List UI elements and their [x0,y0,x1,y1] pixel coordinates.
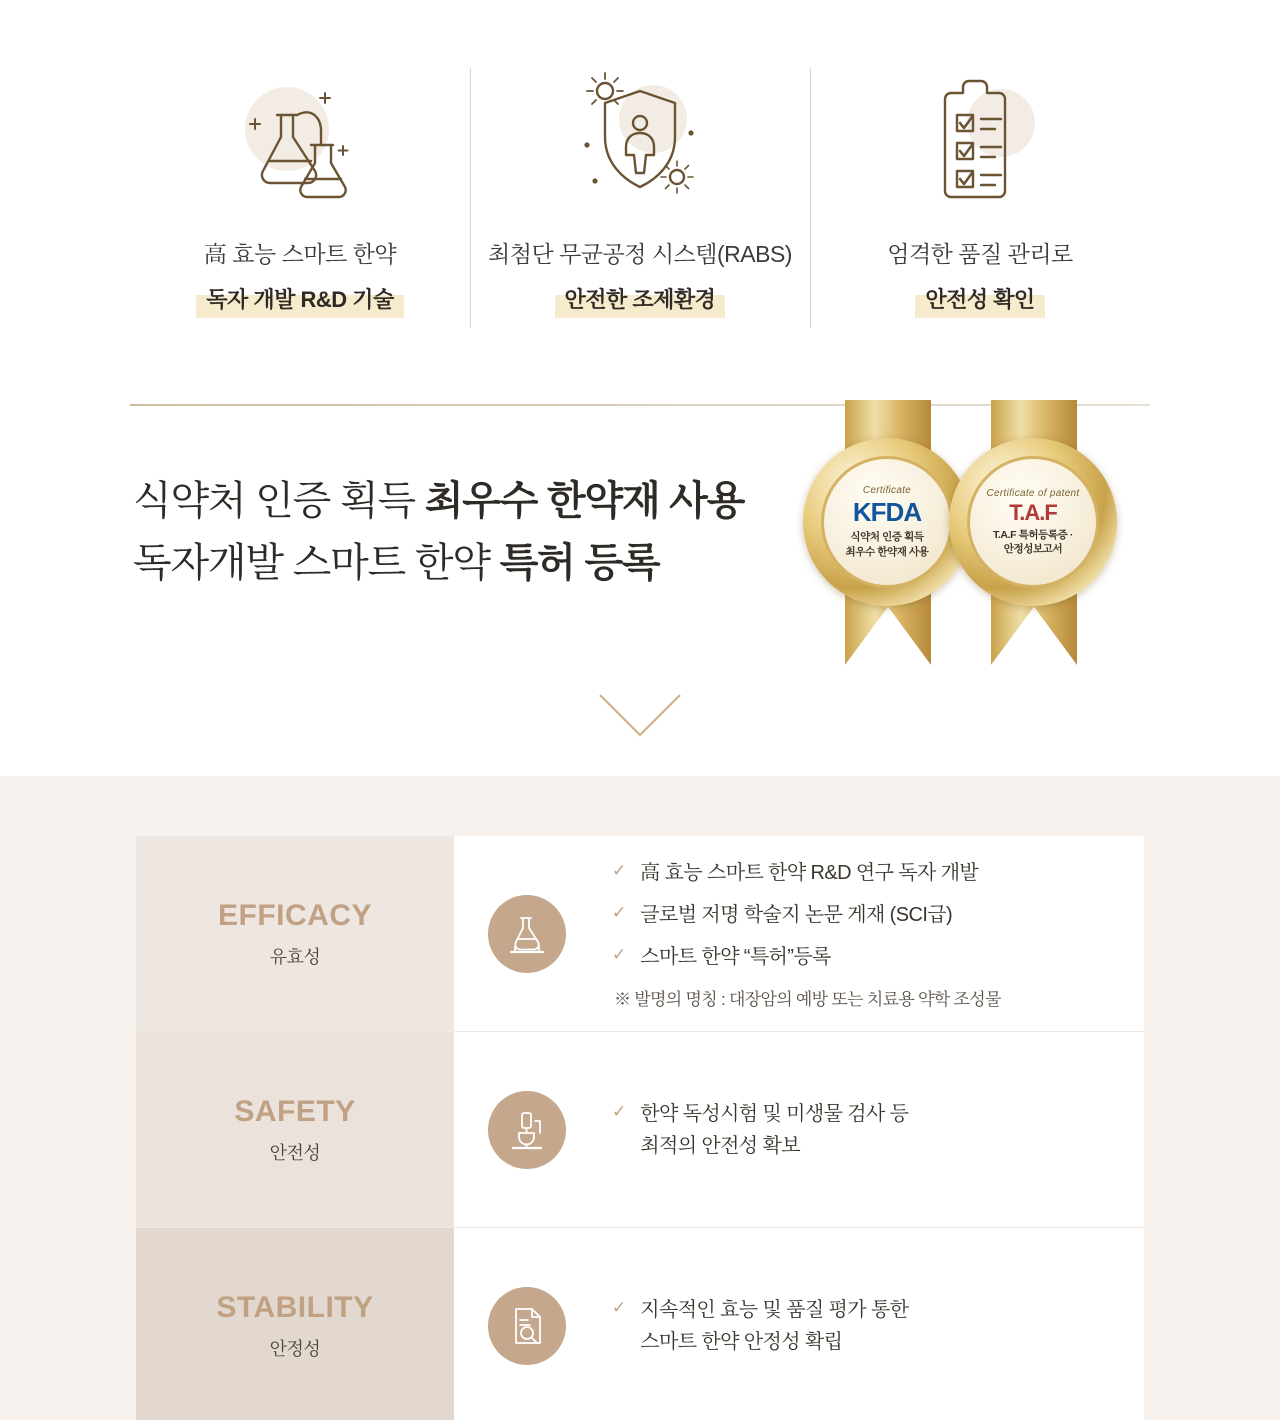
headline-line2-bold: 특허 등록 [499,541,660,585]
check-icon: ✓ [612,903,627,922]
list-item-text [640,1294,908,1358]
label-en: SAFETY [234,1094,356,1128]
feature-item-cleanroom [470,40,810,390]
certificate-section [0,390,1280,770]
chevron-down-icon [595,690,685,740]
feature-item-efficacy [130,40,470,390]
headline-line1-bold: 최우수 한약재 사용 [424,479,745,523]
row-note: ※ 발명의 명칭 : 대장암의 예방 또는 치료용 약학 조성물 [614,990,1001,1009]
medal-kfda [803,438,971,606]
list-item-text: 글로벌 저명 학술지 논문 게재 (SCI급) [640,904,953,926]
microscope-icon [488,1091,566,1169]
headline-line2-normal: 독자개발 스마트 한약 [133,541,500,585]
check-icon: ✓ [612,861,627,880]
table-row [136,1032,1144,1228]
clipboard-check-icon [900,62,1060,222]
medal-group [795,400,1125,690]
row-body [454,1228,1144,1420]
label-ko: 안전성 [269,1142,321,1163]
check-icon: ✓ [612,1298,627,1317]
flask-lab-icon [488,895,566,973]
medal-line-2: 최우수 한약재 사용 [845,545,929,558]
row-label-safety [136,1032,454,1227]
row-label-stability [136,1228,454,1420]
table-row [136,1228,1144,1420]
feature-badge: 안전성 확인 [915,281,1044,318]
medal-patent [949,438,1117,606]
medal-line-1: 식약처 인증 획득 [850,531,924,544]
medal-line-1: T.A.F 특허등록증 · [993,528,1073,541]
check-icon: ✓ [612,1101,627,1121]
label-en: EFFICACY [218,898,372,932]
list-item [612,941,1124,973]
label-ko: 유효성 [269,946,321,967]
list-item-line1: 지속적인 효능 및 품질 평가 통한 [640,1299,909,1321]
medal-top-text: Certificate of patent [986,487,1080,499]
taegeuk-icon: T.A.F [1009,499,1057,525]
row-body [454,1032,1144,1227]
list-item-text: 高 효능 스마트 한약 R&D 연구 독자 개발 [640,862,979,884]
headline-line1-normal: 식약처 인증 획득 [133,479,425,523]
feature-title: 高 효능 스마트 한약 [203,241,397,267]
feature-item-quality [810,40,1150,390]
list-item-text [640,1098,908,1162]
certificate-headline [133,470,744,594]
list-item [612,857,1124,889]
attributes-table [136,836,1144,1420]
document-search-icon [488,1287,566,1365]
features-section [0,0,1280,390]
table-row [136,836,1144,1032]
shield-person-icon [560,62,720,222]
list-item-line2: 최적의 안전성 확보 [640,1134,800,1157]
list-item-text: 스마트 한약 “특허”등록 [640,946,831,968]
list-item [612,1294,1124,1358]
medal-top-text: Certificate [862,485,912,497]
list-item-line2: 스마트 한약 안정성 확립 [640,1331,843,1353]
flask-icon [220,62,380,222]
row-label-efficacy [136,836,454,1031]
kfda-logo: KFDA [852,497,922,528]
attributes-panel [0,776,1280,1420]
list-item-line1: 한약 독성시험 및 미생물 검사 등 [640,1102,909,1125]
feature-badge: 안전한 조제환경 [555,281,726,318]
list-item [612,1098,1124,1162]
bullet-list [612,857,1124,1010]
list-item [612,899,1124,931]
label-en: STABILITY [216,1291,374,1324]
feature-title: 최첨단 무균공정 시스템(RABS) [488,241,792,267]
feature-badge: 독자 개발 R&D 기술 [196,281,404,318]
label-ko: 안정성 [269,1339,321,1359]
feature-title: 엄격한 품질 관리로 [887,241,1073,267]
medal-line-2: 안정성보고서 [1003,543,1063,555]
check-icon: ✓ [612,945,627,964]
bullet-list [612,1294,1124,1358]
bullet-list [612,1098,1124,1162]
row-body [454,836,1144,1031]
